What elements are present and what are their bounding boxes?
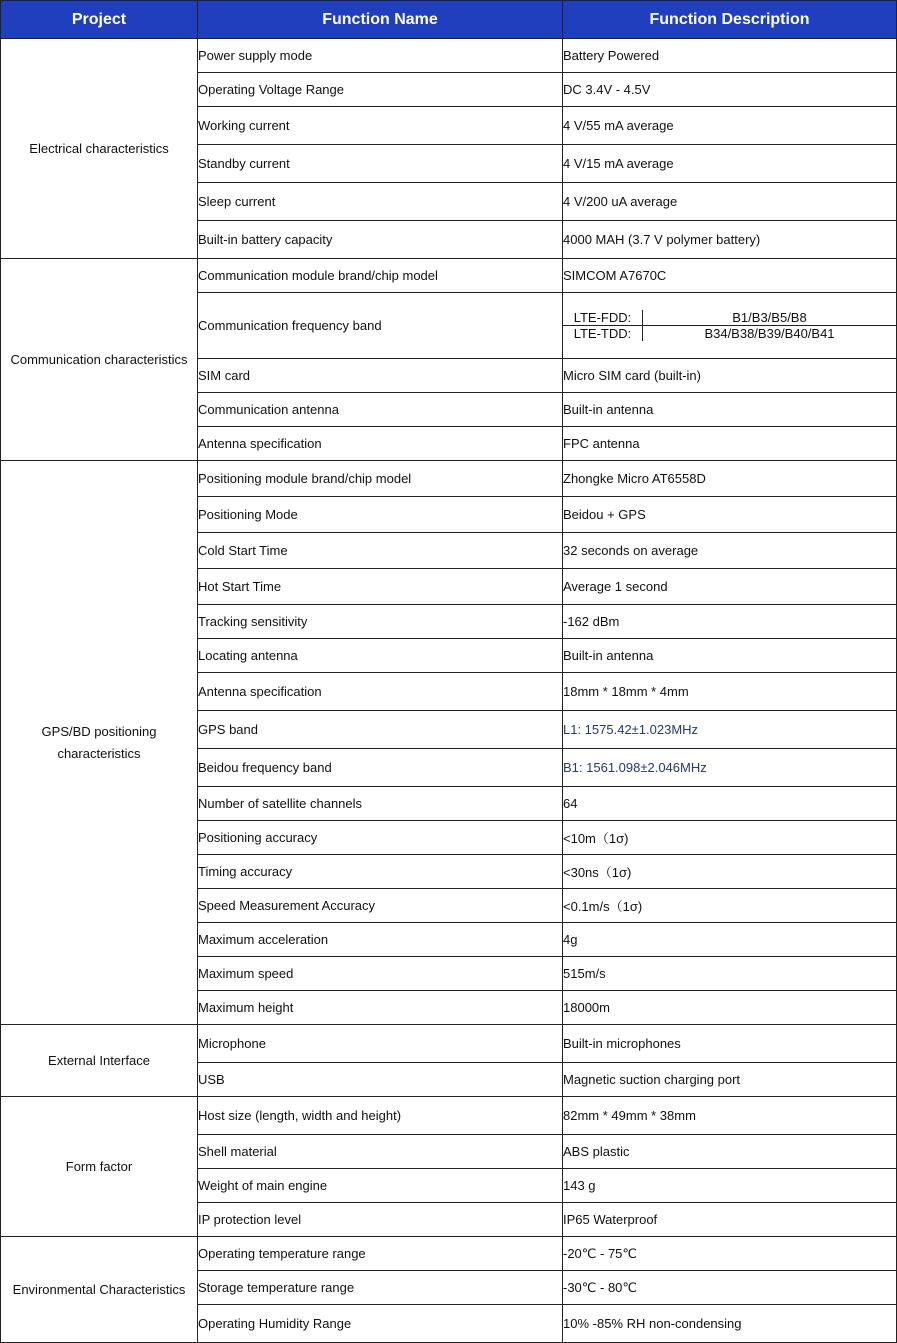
function-name-cell: SIM card [198,359,563,393]
header-function-name: Function Name [198,1,563,39]
project-cell: Electrical characteristics [1,39,198,259]
function-name-cell: Locating antenna [198,639,563,673]
function-name-cell: Communication antenna [198,393,563,427]
function-name-cell: Storage temperature range [198,1271,563,1305]
spec-body [1,39,897,1343]
function-description-cell: 4000 MAH (3.7 V polymer battery) [563,221,897,259]
function-description-cell: 4 V/200 uA average [563,183,897,221]
function-description-cell: 82mm * 49mm * 38mm [563,1097,897,1135]
function-name-cell: Hot Start Time [198,569,563,605]
function-description-cell: 515m/s [563,957,897,991]
function-name-cell: Number of satellite channels [198,787,563,821]
table-row [1,1237,897,1271]
function-name-cell: Standby current [198,145,563,183]
function-name-cell: Host size (length, width and height) [198,1097,563,1135]
band-label: LTE-TDD: [563,326,643,342]
function-description-cell: 10% -85% RH non-condensing [563,1305,897,1343]
function-name-cell: GPS band [198,711,563,749]
function-description-cell: Average 1 second [563,569,897,605]
header-project: Project [1,1,198,39]
function-description-cell: L1: 1575.42±1.023MHz [563,711,897,749]
function-name-cell: Positioning Mode [198,497,563,533]
function-description-cell: Magnetic suction charging port [563,1063,897,1097]
header-function-description: Function Description [563,1,897,39]
function-name-cell: Built-in battery capacity [198,221,563,259]
function-name-cell: Microphone [198,1025,563,1063]
function-description-cell: Zhongke Micro AT6558D [563,461,897,497]
project-cell: Environmental Characteristics [1,1237,198,1343]
function-name-cell: Beidou frequency band [198,749,563,787]
project-cell: GPS/BD positioning characteristics [1,461,198,1025]
function-name-cell: Operating temperature range [198,1237,563,1271]
function-name-cell: Maximum speed [198,957,563,991]
function-name-cell: Weight of main engine [198,1169,563,1203]
function-name-cell: Positioning module brand/chip model [198,461,563,497]
band-label: LTE-FDD: [563,310,643,326]
function-name-cell: Speed Measurement Accuracy [198,889,563,923]
function-description-cell: ABS plastic [563,1135,897,1169]
project-cell: External Interface [1,1025,198,1097]
table-row [1,1025,897,1063]
function-description-cell: -162 dBm [563,605,897,639]
function-description-cell: FPC antenna [563,427,897,461]
function-name-cell: Working current [198,107,563,145]
function-description-cell: <30ns（1σ) [563,855,897,889]
function-description-cell: DC 3.4V - 4.5V [563,73,897,107]
function-description-cell: -30℃ - 80℃ [563,1271,897,1305]
function-description-cell: 143 g [563,1169,897,1203]
band-cell [563,293,897,359]
function-name-cell: USB [198,1063,563,1097]
function-description-cell: IP65 Waterproof [563,1203,897,1237]
header-row [1,1,897,39]
function-description-cell: <10m（1σ) [563,821,897,855]
project-cell: Form factor [1,1097,198,1237]
function-description-cell: <0.1m/s（1σ) [563,889,897,923]
function-description-cell: 64 [563,787,897,821]
function-description-cell: 18000m [563,991,897,1025]
function-description-cell: 4 V/55 mA average [563,107,897,145]
function-description-cell: Beidou + GPS [563,497,897,533]
function-name-cell: Tracking sensitivity [198,605,563,639]
project-cell: Communication characteristics [1,259,198,461]
function-name-cell: Timing accuracy [198,855,563,889]
band-value: B34/B38/B39/B40/B41 [704,326,835,341]
function-description-cell: B1: 1561.098±2.046MHz [563,749,897,787]
function-name-cell: Operating Voltage Range [198,73,563,107]
function-description-cell: Built-in microphones [563,1025,897,1063]
function-name-cell: Shell material [198,1135,563,1169]
function-name-cell: Communication frequency band [198,293,563,359]
function-name-cell: Antenna specification [198,673,563,711]
function-description-cell: 4g [563,923,897,957]
table-row [1,461,897,497]
function-name-cell: Maximum acceleration [198,923,563,957]
function-name-cell: Sleep current [198,183,563,221]
function-name-cell: Positioning accuracy [198,821,563,855]
table-row [1,1097,897,1135]
function-name-cell: Operating Humidity Range [198,1305,563,1343]
function-name-cell: IP protection level [198,1203,563,1237]
function-description-cell: Built-in antenna [563,639,897,673]
band-value: B1/B3/B5/B8 [643,310,897,326]
function-name-cell: Communication module brand/chip model [198,259,563,293]
function-name-cell: Cold Start Time [198,533,563,569]
function-name-cell: Power supply mode [198,39,563,73]
function-description-cell: Battery Powered [563,39,897,73]
table-row [1,39,897,73]
function-name-cell: Antenna specification [198,427,563,461]
function-description-cell: 18mm * 18mm * 4mm [563,673,897,711]
table-row [1,259,897,293]
function-description-cell: Built-in antenna [563,393,897,427]
function-description-cell: SIMCOM A7670C [563,259,897,293]
function-description-cell: 4 V/15 mA average [563,145,897,183]
function-name-cell: Maximum height [198,991,563,1025]
function-description-cell: 32 seconds on average [563,533,897,569]
function-description-cell: Micro SIM card (built-in) [563,359,897,393]
function-description-cell: -20℃ - 75℃ [563,1237,897,1271]
band-subtable [563,310,896,341]
